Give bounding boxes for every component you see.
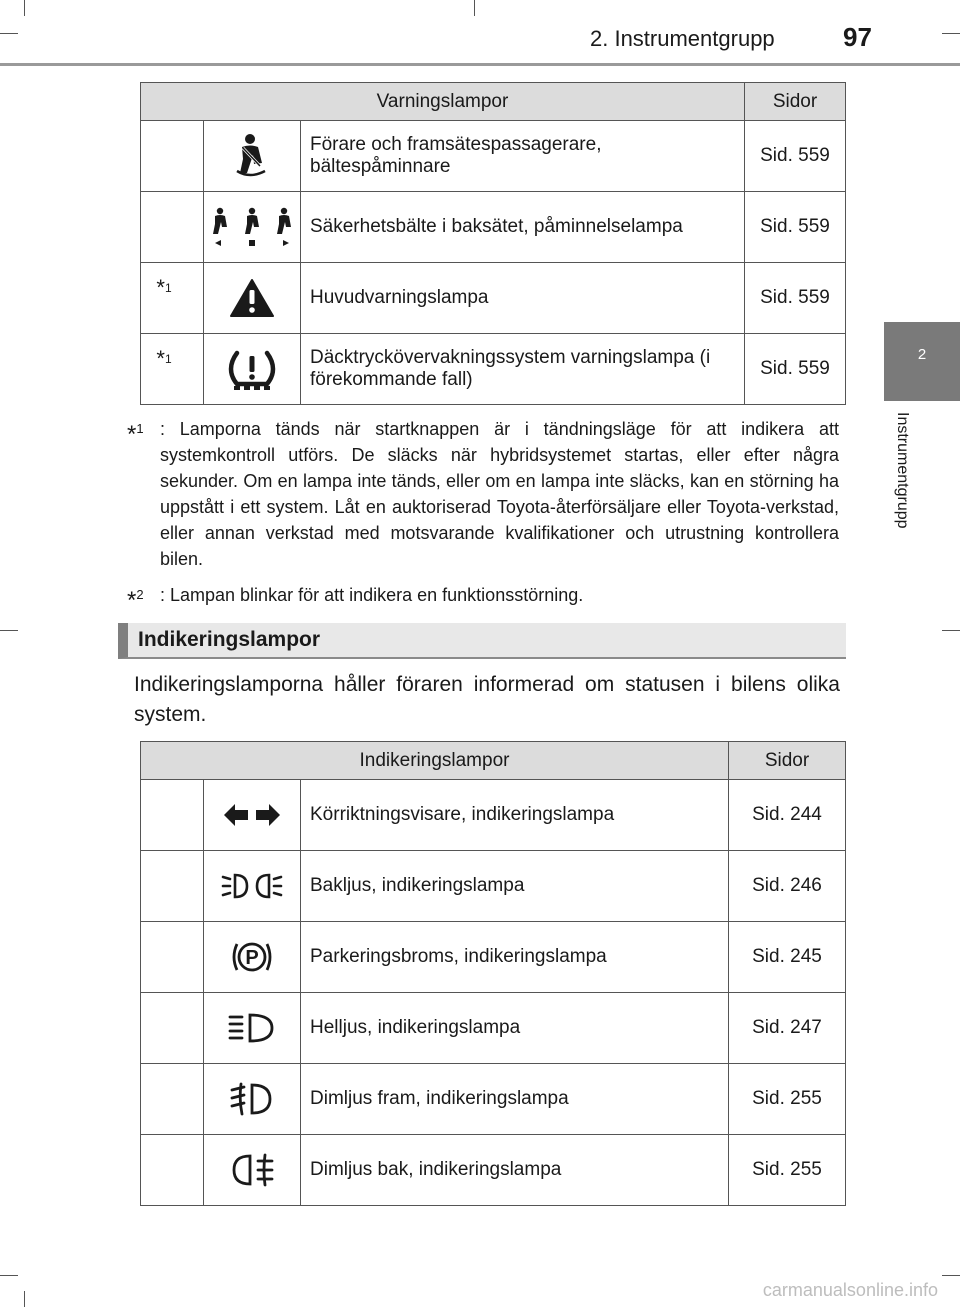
lamp-description: Huvudvarningslampa [301,263,745,334]
crop-mark [24,0,25,16]
table-row [141,1135,846,1206]
table-row [141,922,846,993]
section-intro: Indikeringslamporna håller föraren informerad om statusen i bilens olika system. [134,673,840,726]
page-reference: Sid. 255 [729,1135,846,1206]
crop-mark [0,33,18,34]
table-header-row [141,83,846,121]
table-row [141,192,846,263]
table-header-row [141,742,846,780]
chapter-tab [884,322,960,401]
crop-mark [0,630,18,631]
svg-text:P: P [245,947,259,969]
turn-signal-icon [222,801,282,829]
note-mark: *$^1$ [156,275,172,300]
lamp-icon-cell [204,780,301,851]
footnote-text: : Lampan blinkar för att indikera en funktionsstörning. [160,585,584,605]
crop-mark [942,33,960,34]
note-mark-cell [141,121,204,192]
lamp-icon-cell [204,121,301,192]
lamp-description: Dimljus fram, indikeringslampa [301,1064,729,1135]
chapter-title: 2. Instrumentgrupp [590,26,775,51]
section-heading [118,623,846,659]
page-reference: Sid. 559 [745,121,846,192]
page-reference: Sid. 559 [745,334,846,405]
lamp-description: Däcktryckövervakningssystem varningslampa (i förekommande fall) [301,334,745,405]
parking-brake-icon [229,936,275,978]
lamp-icon-cell [204,192,301,263]
crop-mark [942,1275,960,1276]
section-title: Indikeringslampor [138,628,321,651]
page-reference: Sid. 244 [729,780,846,851]
table-row [141,851,846,922]
note-mark-cell [141,263,204,334]
footnote [127,582,839,614]
footnote [127,416,839,572]
note-mark-cell [141,192,204,263]
page-reference: Sid. 255 [729,1064,846,1135]
table-row [141,993,846,1064]
chapter-tab-number: 2 [917,346,927,363]
table-row [141,780,846,851]
table-row [141,1064,846,1135]
footnote-text: : Lamporna tänds när startknappen är i tändningsläge för att indikera att systemkontroll utförs. De släcks när hybridsystemet startas, eller efter några sekunder. Om en lampa inte tänds, eller om en lampa inte släcks, kan en störning ha uppstått i ett system. Låt en auktoriserad Toyota-återförsäljare eller Toyota-verkstad, eller annan verkstad med motsvarande kvalifikationer och utrustning kontrollera bilen. [160,419,839,569]
indicator-lamps-table [140,741,846,1206]
header-rule [0,63,960,66]
page-number: 97 [843,22,872,52]
crop-mark [0,1275,18,1276]
note-mark-cell [141,334,204,405]
warning-lamps-table [140,82,846,405]
seatbelt-reminder-icon [229,133,275,179]
lamp-description: Förare och framsätespassagerare, bältespåminnare [301,121,745,192]
note-mark-cell [141,1135,204,1206]
note-mark-cell [141,1064,204,1135]
lamp-description: Säkerhetsbälte i baksätet, påminnelselampa [301,192,745,263]
lamp-description: Parkeringsbroms, indikeringslampa [301,922,729,993]
page-reference: Sid. 559 [745,192,846,263]
lamp-description: Dimljus bak, indikeringslampa [301,1135,729,1206]
note-mark-cell [141,780,204,851]
page-reference: Sid. 247 [729,993,846,1064]
page-reference: Sid. 246 [729,851,846,922]
tire-pressure-warning-icon [227,347,277,391]
note-mark-cell [141,851,204,922]
note-mark-cell [141,993,204,1064]
column-header-lamps: Varningslampor [141,83,745,121]
lamp-description: Körriktningsvisare, indikeringslampa [301,780,729,851]
footnote-mark: *$^1$ [127,421,144,448]
page-reference: Sid. 245 [729,922,846,993]
lamp-icon-cell [204,263,301,334]
chapter-tab-label: Instrumentgrupp [894,412,911,529]
footnote-mark: *$^2$ [127,587,144,614]
lamp-icon-cell [204,851,301,922]
high-beam-icon [228,1012,276,1044]
column-header-lamps: Indikeringslampor [141,742,729,780]
master-warning-icon [229,278,275,318]
table-row [141,334,846,405]
lamp-icon-cell [204,1135,301,1206]
column-header-pages: Sidor [745,83,846,121]
rear-seatbelt-reminder-icon [207,207,297,247]
lamp-description: Bakljus, indikeringslampa [301,851,729,922]
crop-mark [474,0,475,16]
crop-mark [24,1291,25,1307]
lamp-icon-cell [204,993,301,1064]
column-header-pages: Sidor [729,742,846,780]
lamp-icon-cell [204,1064,301,1135]
table-row [141,263,846,334]
lamp-description: Helljus, indikeringslampa [301,993,729,1064]
table-row [141,121,846,192]
lamp-icon-cell [204,922,301,993]
crop-mark [942,630,960,631]
watermark: carmanualsonline.info [762,1280,938,1300]
page-reference: Sid. 559 [745,263,846,334]
tail-light-icon [221,870,283,902]
note-mark-cell [141,922,204,993]
rear-fog-light-icon [230,1153,274,1187]
note-mark: *$^1$ [156,346,172,371]
front-fog-light-icon [230,1082,274,1116]
lamp-icon-cell [204,334,301,405]
